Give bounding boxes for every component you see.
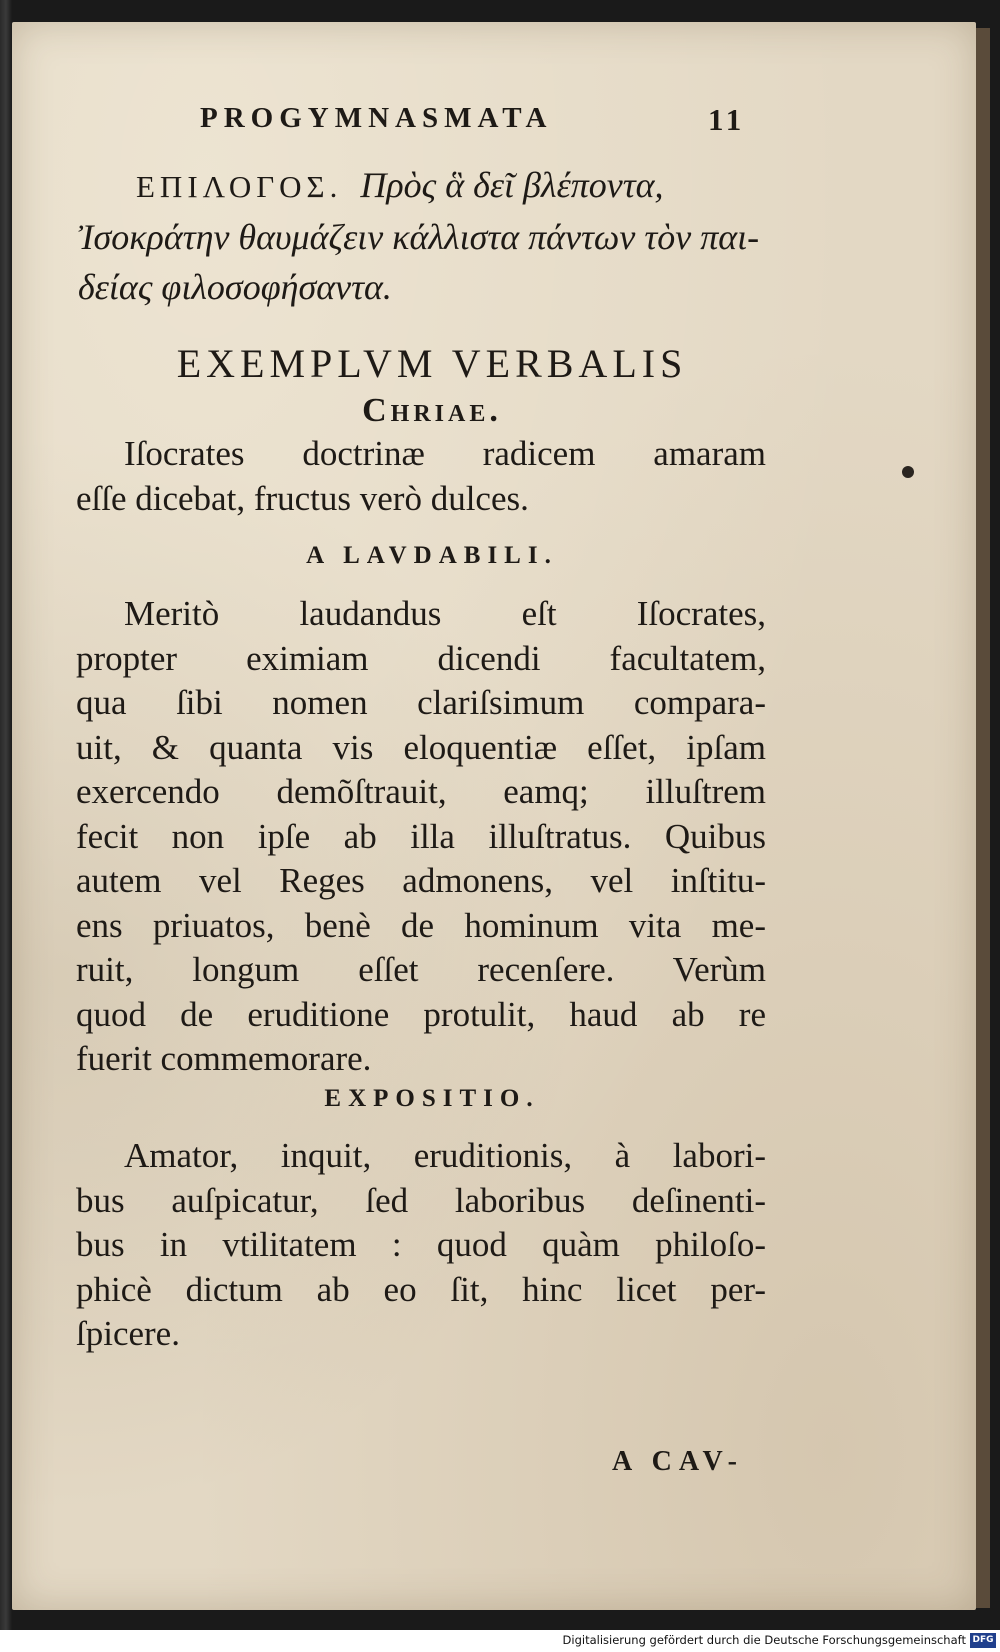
epilogos-block <box>78 160 768 312</box>
greek-text-line: Ἰσοκράτην θαυμάζειν κάλλιστα πάντων τὸν παι- <box>78 217 760 257</box>
epilogos-label: EΠΙΛΟΓΟΣ. <box>136 169 343 204</box>
greek-text-line: δείας φιλοσοφήσαντα. <box>78 267 392 307</box>
footer-bar <box>0 1630 1000 1652</box>
text-line: ens priuatos, benè de hominum vita me- <box>76 905 766 945</box>
text-line: ſpicere. <box>76 1314 180 1353</box>
epilogos-line-1 <box>78 160 768 212</box>
running-head: PROGYMNASMATA <box>200 102 553 134</box>
text-line: fecit non ipſe ab illa illuſtratus. Quibus <box>76 816 766 856</box>
text-line: fuerit commemorare. <box>76 1039 372 1078</box>
section-title: EXEMPLVM VERBALIS <box>176 341 688 386</box>
text-line: qua ſibi nomen clariſsimum compara- <box>76 683 766 722</box>
text-line: propter eximiam dicendi facultatem, <box>76 638 766 678</box>
intro-paragraph <box>76 432 766 521</box>
text-line: Meritò laudandus eſt Iſocrates, <box>124 594 766 633</box>
section-subtitle: Chriae. <box>362 392 502 429</box>
laudabili-paragraph <box>76 592 766 1082</box>
text-line: ruit, longum eſſet recenſere. Verùm <box>76 950 766 989</box>
text-line: exercendo demõſtrauit, eamq; illuſtrem <box>76 772 766 811</box>
greek-text-line: Πρὸς ἃ δεῖ βλέποντα, <box>360 165 664 205</box>
page-edge-shadow <box>976 28 990 1608</box>
text-line: bus in vtilitatem : quod quàm philoſo- <box>76 1225 766 1264</box>
text-line: autem vel Reges admonens, vel inſtitu- <box>76 861 766 900</box>
text-line: Iſocrates doctrinæ radicem amaram <box>124 434 766 473</box>
footer-credit: Digitalisierung gefördert durch die Deutsche Forschungsgemeinschaft <box>562 1633 966 1647</box>
heading-expositio: EXPOSITIO. <box>324 1085 540 1112</box>
text-line: bus auſpicatur, ſed laboribus deſinenti- <box>76 1180 766 1220</box>
text-line: phicè dictum ab eo ſit, hinc licet per- <box>76 1269 766 1309</box>
text-line: uit, & quanta vis eloquentiæ eſſet, ipſam <box>76 727 766 767</box>
expositio-paragraph <box>76 1134 766 1357</box>
book-page <box>12 22 976 1610</box>
heading-laudabili: A LAVDABILI. <box>306 542 558 569</box>
page-number: 11 <box>708 102 746 137</box>
dfg-logo-icon: DFG <box>970 1633 996 1648</box>
text-line: quod de eruditione protulit, haud ab re <box>76 994 766 1034</box>
text-line: eſſe dicebat, fructus verò dulces. <box>76 478 529 518</box>
ink-spot <box>902 466 914 478</box>
catchword: A CAV- <box>612 1446 744 1477</box>
text-line: Amator, inquit, eruditionis, à labori- <box>124 1136 766 1175</box>
